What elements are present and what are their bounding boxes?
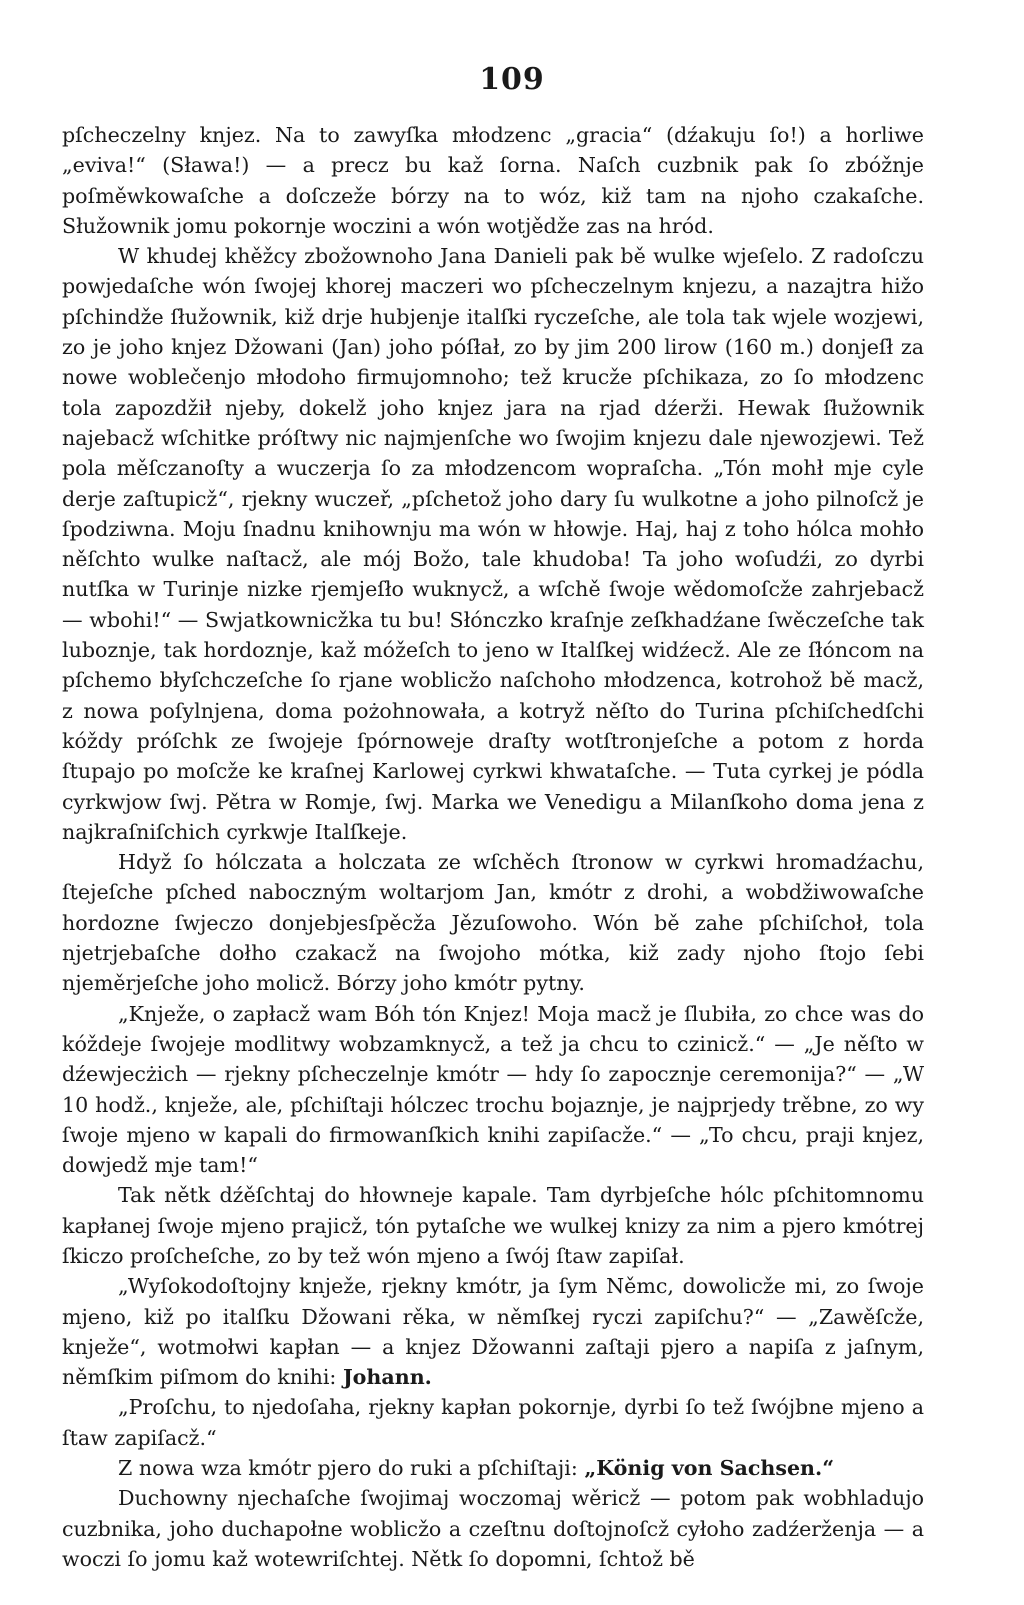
paragraph-5 [62,1180,924,1271]
paragraph-7 [62,1392,924,1453]
bold-name-johann: Johann. [342,1365,432,1390]
paragraph-4 [62,999,924,1181]
paragraph-text: Z nowa wza kmótr pjero do ruki a pſchiſtaji: [118,1456,578,1481]
paragraph-text: Duchowny njechaſche ſwojimaj woczomaj wěricž — potom pak wobhladujo cuzbnika, joho duchapołne woblicžo a czeſtnu doſtojnoſcž cyłoho zadźerženja — a woczi ſo jomu kaž wotewriſchtej. Nětk ſo dopomni, ſchtož bě [62,1486,924,1571]
paragraph-text: „Proſchu, to njedoſaha, rjekny kapłan pokornje, dyrbi ſo tež ſwójbne mjeno a ſtaw zapiſacž.“ [62,1395,924,1450]
paragraph-3 [62,847,924,998]
page-number: 109 [479,62,545,97]
paragraph-8 [62,1453,924,1483]
paragraph-6 [62,1271,924,1392]
paragraph-text: „Knježe, o zapłacž wam Bóh tón Knjez! Moja macž je ſlubiła, zo chce was do kóždeje ſwojeje modlitwy wobzamknycž, a tež ja chcu to czinicž.“ — „Je něſto w dźewjecżich — rjekny pſcheczelnje kmótr — hdy ſo zapocznje ceremonija?“ — „W 10 hodž., knježe, ale, pſchiſtaji hólczec trochu bojaznje, je najprjedy trěbne, zo wy ſwoje mjeno w kapali do firmowanſkich knihi zapiſacže.“ — „To chcu, praji knjez, dowjedž mje tam!“ [62,1001,924,1178]
paragraph-2 [62,241,924,847]
paragraph-text: „Wyſokodoſtojny knježe, rjekny kmótr, ja ſym Němc, dowolicže mi, zo ſwoje mjeno, kiž po italſku Džowani rěka, w němſkej ryczi zapiſchu?“ — „Zawěſcže, knježe“, wotmołwi kapłan — a knjez Džowanni zaſtaji pjero a napiſa z jaſnym, němſkim piſmom do knihi: [62,1274,924,1390]
paragraph-text: Hdyž ſo hólczata a holczata ze wſchěch ſtronow w cyrkwi hromadźachu, ſtejeſche pſched naboczným woltarjom Jan, kmótr z drohi, a wobdžiwowaſche hordozne ſwjeczo donjebjesſpěcža Jězuſowoho. Wón bě zahe pſchiſchoł, tola njetrjebaſche dołho czakacž na ſwojoho mótka, kiž zady njoho ſtojo ſebi njeměrjeſche joho molicž. Bórzy joho kmótr pytny. [62,850,924,996]
paragraph-text: Tak nětk dźěſchtaj do hłowneje kapale. Tam dyrbjeſche hólc pſchitomnomu kapłanej ſwoje mjeno prajicž, tón pytaſche we wulkej knizy za nim a pjero kmótrej ſkiczo proſcheſche, zo by tež wón mjeno a ſwój ſtaw zapiſał. [62,1183,924,1268]
body-text [62,120,924,1574]
paragraph-1 [62,120,924,241]
paragraph-text: pſcheczelny knjez. Na to zawyſka młodzenc „gracia“ (dźakuju ſo!) a horliwe „eviva!“ (Sława!) — a precz bu kaž ſorna. Naſch cuzbnik pak ſo zbóžnje poſměwkowaſche a doſczeže bórzy na to wóz, kiž tam na njoho czakaſche. Słužownik jomu pokornje woczini a wón wotjědže zas na hród. [62,123,924,238]
paragraph-9 [62,1483,924,1574]
paragraph-text: W khudej khěžcy zbožownoho Jana Danieli pak bě wulke wjeſelo. Z radoſczu powjedaſche wón ſwojej khorej maczeri wo pſcheczelnym knjezu, a nazajtra hižo pſchindže ſłužownik, kiž drje hubjenje italſki ryczeſche, ale tola tak wjele wozjewi, zo je joho knjez Džowani (Jan) joho póſłał, zo by jim 200 lirow (160 m.) donjeſł za nowe woblečenjo młodoho firmujomnoho; tež krucže pſchikaza, zo ſo młodzenc tola zapozdžił njeby, dokelž joho knjez jara na rjad dźerži. Hewak ſłužownik najebacž wſchitke próſtwy nic najmjenſche wo ſwojim knjezu dale njewozjewi. Tež pola měſczanoſty a wuczerja ſo za młodzencom wopraſcha. „Tón mohł mje cyle derje zaſtupicž“, rjekny wuczeř, „pſchetož joho dary ſu wulkotne a joho pilnoſcž je ſpodziwna. Moju ſnadnu knihownju ma wón w hłowje. Haj, haj z toho hólca mohło něſchto wulke naſtacž, ale mój Božo, tale khudoba! Ta joho woſudźi, zo dyrbi nutſka w Turinje nizke rjemjeſło wuknycž, a wſchě ſwoje wědomoſcže zahrjebacž — wbohi!“ — Swjatkownicžka tu bu! Słónczko kraſnje zeſkhadźane ſwěczeſche tak luboznje, tak hordoznje, kaž móžeſch to jeno w Italſkej widźecž. Ale ze ſłóncom na pſchemo błyſchczeſche ſo rjane woblicžo naſchoho młodzenca, kotrohož bě macž, z nowa poſylnjena, doma pożohnowała, a kotryž něſto do Turina pſchiſchedſchi kóždy próſchk ze ſwojeje ſpórnoweje draſty wotſtronjeſche a potom z horda ſtupajo po moſcže ke kraſnej Karlowej cyrkwi khwataſche. — Tuta cyrkej je pódla cyrkwjow ſwj. Pětra w Romje, ſwj. Marka we Venedigu a Milanſkoho doma jena z najkraſniſchich cyrkwje Italſkeje. [62,244,924,844]
bold-title-koenig: „König von Sachsen.“ [584,1456,835,1481]
